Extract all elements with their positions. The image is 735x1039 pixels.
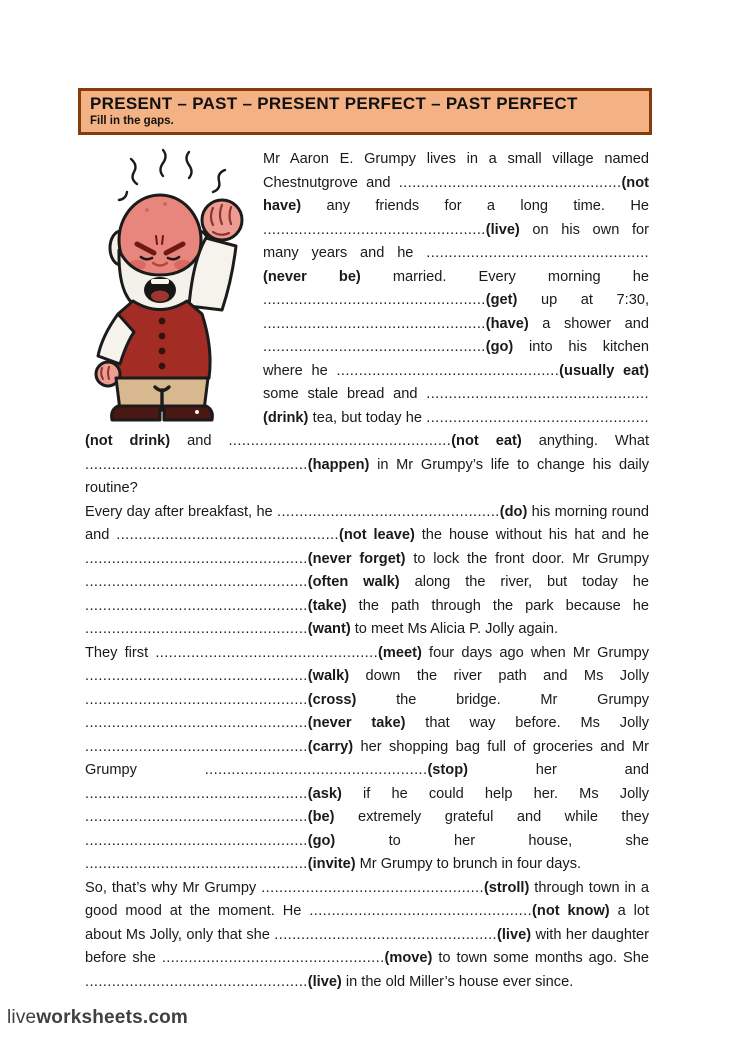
answer-gap[interactable]: ..................................................: [263, 339, 486, 355]
answer-gap[interactable]: ..................................................: [261, 879, 484, 896]
answer-gap[interactable]: ..................................................: [85, 668, 308, 684]
text-run: to meet Ms Alicia P. Jolly again.: [350, 621, 559, 637]
text-run: Mr Aaron E. Grumpy lives in a small village named Chestnutgrove and: [263, 151, 649, 191]
verb-hint: (not eat): [451, 433, 522, 449]
text-run: to town some months ago. She: [432, 950, 649, 966]
answer-gap[interactable]: ..................................................: [277, 503, 500, 520]
text-run: a lot about Ms Jolly, only that she: [85, 903, 650, 943]
verb-hint: (live): [307, 973, 342, 990]
verb-hint: (often walk): [307, 574, 400, 590]
text-run: that way before. Ms Jolly: [405, 715, 649, 731]
verb-hint: (have): [485, 315, 529, 332]
verb-hint: (get): [485, 292, 518, 308]
text-run: up at 7:30,: [517, 292, 649, 308]
text-run: extremely grateful and while they: [334, 809, 649, 825]
text-run: Mr Grumpy to brunch in four days.: [355, 856, 582, 872]
verb-hint: (live): [497, 926, 532, 943]
answer-gap[interactable]: ..................................................: [85, 715, 308, 731]
answer-gap[interactable]: ..................................................: [263, 315, 486, 332]
verb-hint: (happen): [307, 456, 370, 473]
answer-gap[interactable]: ..................................................: [274, 926, 498, 943]
verb-hint: (usually eat): [559, 362, 649, 379]
text-run: her and: [467, 762, 649, 778]
worksheet-content: [85, 148, 649, 994]
answer-gap[interactable]: ..................................................: [85, 456, 308, 473]
verb-hint: (want): [307, 621, 351, 637]
verb-hint: (walk): [307, 668, 350, 684]
answer-gap[interactable]: ..................................................: [204, 762, 428, 778]
text-run: any friends for a long time. He: [301, 198, 649, 214]
worksheet-paragraph: [85, 642, 649, 877]
text-run: if he could help her. Ms Jolly: [341, 785, 649, 802]
answer-gap[interactable]: ..................................................: [161, 950, 385, 966]
worksheet-paragraph: [85, 877, 649, 995]
answer-gap[interactable]: ..................................................: [85, 856, 308, 872]
answer-gap[interactable]: ..................................................: [426, 409, 649, 426]
text-run: his morning round and: [85, 503, 650, 543]
answer-gap[interactable]: ..................................................: [426, 386, 649, 402]
text-run: her shopping bag full of groceries and Mr Grumpy: [85, 738, 649, 778]
text-run: in the old Miller’s house ever since.: [341, 973, 574, 990]
verb-hint: (drink): [263, 409, 309, 426]
text-run: in Mr Grumpy’s life to change his daily routine?: [85, 456, 649, 496]
verb-hint: (not leave): [339, 527, 415, 543]
answer-gap[interactable]: ..................................................: [155, 644, 379, 661]
text-run: some stale bread and: [263, 386, 427, 402]
verb-hint: (take): [307, 597, 347, 614]
text-run: on his own for many years and he: [263, 221, 649, 261]
text-run: along the river, but today he: [399, 574, 649, 590]
verb-hint: (meet): [378, 644, 422, 661]
verb-hint: (not have): [263, 174, 649, 214]
answer-gap[interactable]: ..................................................: [85, 691, 308, 708]
verb-hint: (carry): [307, 738, 354, 755]
answer-gap[interactable]: ..................................................: [85, 597, 308, 614]
verb-hint: (not know): [532, 903, 610, 919]
text-run: through town in a good mood at the moment. He: [85, 879, 649, 919]
verb-hint: (go): [307, 832, 336, 849]
answer-gap[interactable]: ..................................................: [85, 574, 308, 590]
verb-hint: (cross): [307, 691, 357, 708]
text-run: They first: [85, 644, 156, 661]
text-run: married. Every morning he: [360, 268, 649, 285]
watermark-worksheets: worksheets.com: [36, 1007, 189, 1028]
verb-hint: (not drink): [85, 433, 171, 449]
answer-gap[interactable]: ..................................................: [398, 174, 622, 191]
verb-hint: (be): [307, 809, 335, 825]
instructions-text: Fill in the gaps.: [90, 115, 174, 127]
answer-gap[interactable]: ..................................................: [85, 785, 308, 802]
verb-hint: (go): [485, 339, 514, 355]
verb-hint: (stop): [427, 762, 468, 778]
verb-hint: (do): [499, 503, 528, 520]
answer-gap[interactable]: ..................................................: [85, 832, 308, 849]
angry-old-man-illustration: [85, 148, 255, 423]
verb-hint: (never be): [263, 268, 361, 285]
answer-gap[interactable]: ..................................................: [116, 527, 339, 543]
text-run: the bridge. Mr Grumpy: [356, 691, 649, 708]
text-run: with her daughter before she: [85, 926, 649, 966]
text-run: anything. What: [521, 433, 649, 449]
answer-gap[interactable]: ..................................................: [263, 292, 486, 308]
page-title: PRESENT – PAST – PRESENT PERFECT – PAST PERFECT: [90, 94, 578, 113]
verb-hint: (invite): [307, 856, 356, 872]
worksheet-header: [78, 88, 652, 135]
answer-gap[interactable]: ..................................................: [85, 621, 308, 637]
watermark-live: live: [7, 1007, 37, 1028]
answer-gap[interactable]: ..................................................: [336, 362, 560, 379]
text-run: four days ago when Mr Grumpy: [421, 644, 650, 661]
text-run: down the river path and Ms Jolly: [349, 668, 649, 684]
answer-gap[interactable]: ..................................................: [263, 221, 486, 238]
answer-gap[interactable]: ..................................................: [85, 550, 308, 567]
verb-hint: (live): [485, 221, 520, 238]
text-run: Every day after breakfast, he: [85, 503, 278, 520]
text-run: tea, but today he: [308, 409, 427, 426]
worksheet-paragraph: [85, 501, 649, 642]
text-run: to lock the front door. Mr Grumpy: [405, 550, 649, 567]
text-run: to her house, she: [335, 832, 649, 849]
text-run: So, that’s why Mr Grumpy: [85, 879, 262, 896]
answer-gap[interactable]: ..................................................: [309, 903, 533, 919]
text-run: into his kitchen where he: [263, 339, 649, 379]
text-run: the path through the park because he: [346, 597, 649, 614]
answer-gap[interactable]: ..................................................: [228, 433, 452, 449]
verb-hint: (never forget): [307, 550, 406, 567]
answer-gap[interactable]: ..................................................: [426, 245, 649, 261]
site-watermark: [7, 1007, 188, 1029]
text-run: a shower and: [528, 315, 649, 332]
answer-gap[interactable]: ..................................................: [85, 809, 308, 825]
answer-gap[interactable]: ..................................................: [85, 738, 308, 755]
verb-hint: (ask): [307, 785, 342, 802]
text-run: and: [170, 433, 229, 449]
verb-hint: (stroll): [483, 879, 530, 896]
text-run: the house without his hat and he: [414, 527, 650, 543]
verb-hint: (never take): [307, 715, 406, 731]
verb-hint: (move): [384, 950, 433, 966]
answer-gap[interactable]: ..................................................: [85, 973, 308, 990]
